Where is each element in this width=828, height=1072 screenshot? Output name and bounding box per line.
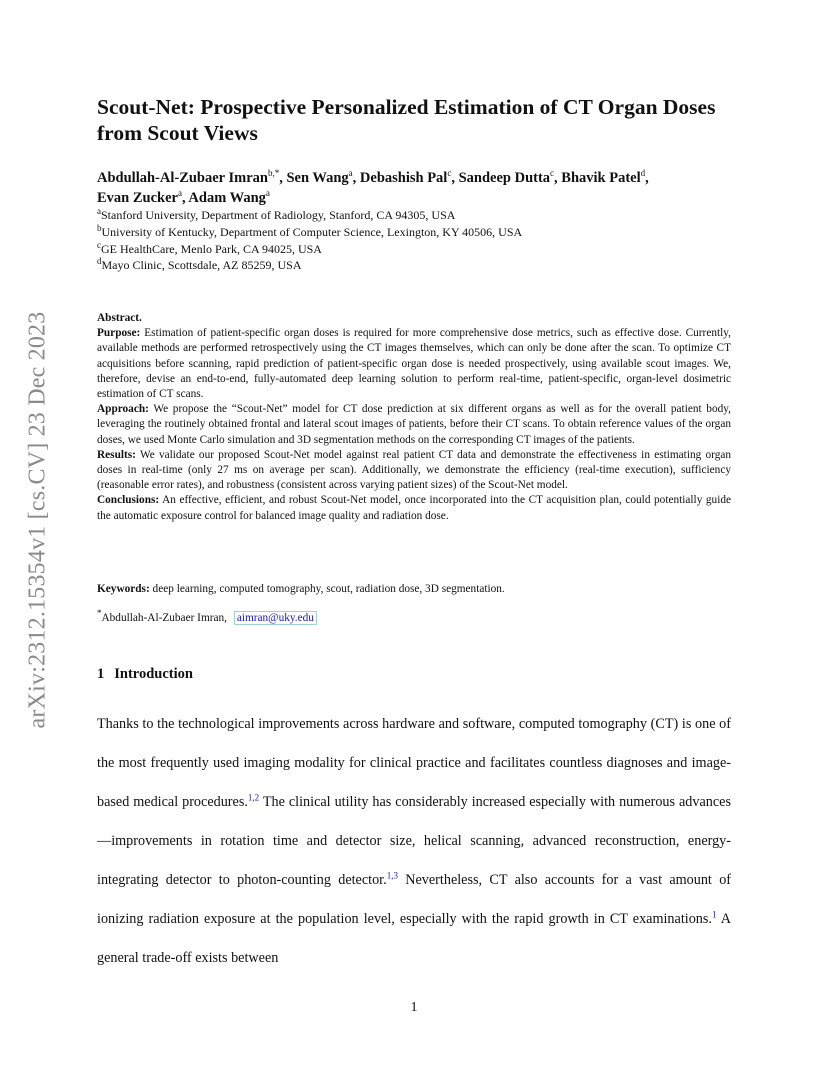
correspondence-mark: *: [97, 608, 102, 619]
affiliation-item: [97, 241, 737, 258]
citation-link[interactable]: 1,3: [386, 870, 398, 881]
author-name: Evan Zucker: [97, 190, 178, 206]
author-affiliation-mark: c: [447, 168, 452, 179]
affiliation-list: [97, 207, 737, 274]
abstract-purpose: [97, 326, 731, 402]
author-affiliation-mark: a: [348, 168, 353, 179]
affiliation-item: [97, 224, 737, 241]
abstract-heading: Abstract.: [97, 312, 142, 324]
affiliation-mark: b: [97, 222, 102, 233]
introduction-body: [97, 705, 731, 978]
purpose-label: Purpose:: [97, 327, 141, 340]
keywords-text: deep learning, computed tomography, scout, radiation dose, 3D segmentation.: [152, 583, 505, 595]
affiliation-item: [97, 257, 737, 274]
results-text: We validate our proposed Scout-Net model against real patient CT data and demonstrate the effectiveness in estimating organ doses in real-time (only 27 ms on average per scan). Additionally, we demonstrate the efficiency (real-time execution), sufficiency (reasonable error rates), and robustness (consistent across varying patient sizes) of the Scout-Net model.: [97, 448, 732, 492]
section-title: Introduction: [114, 666, 193, 682]
paper-title: Scout-Net: Prospective Personalized Estimation of CT Organ Doses from Scout Views: [97, 95, 716, 145]
author-name: Debashish Pal: [359, 170, 448, 186]
author-name: Bhavik Patel: [561, 170, 641, 186]
approach-text: We propose the “Scout-Net” model for CT dose prediction at six different organs as well as for the overall patient body, leveraging the routinely obtained frontal and lateral scout images of patients, before their CT scans. To obtain reference values of the organ doses, we used Monte Carlo simulation and 3D segmentation methods on the corresponding CT images of the patients.: [97, 403, 731, 446]
affiliation-text: Stanford University, Department of Radiology, Stanford, CA 94305, USA: [101, 208, 456, 222]
author-affiliation-mark: c: [550, 168, 555, 179]
author-affiliation-mark: b,*: [267, 168, 280, 179]
affiliation-mark: d: [97, 256, 102, 267]
affiliation-text: GE HealthCare, Menlo Park, CA 94025, USA: [101, 241, 322, 256]
intro-text: The clinical utility has considerably increased especially with numerous advances—improvements in rotation time and detector size, helical scanning, advanced reconstruction, energy-integrating detector to photon-counting detector.: [97, 794, 731, 888]
affiliation-text: University of Kentucky, Department of Computer Science, Lexington, KY 40506, USA: [101, 224, 523, 239]
author-affiliation-mark: a: [265, 188, 270, 199]
abstract-results: [97, 448, 731, 494]
author-name: Sandeep Dutta: [458, 170, 551, 186]
author-name: Sen Wang: [286, 170, 349, 186]
email-link[interactable]: aimran@uky.edu: [234, 611, 317, 625]
abstract-approach: [97, 402, 731, 448]
affiliation-mark: a: [97, 206, 101, 216]
affiliation-text: Mayo Clinic, Scottsdale, AZ 85259, USA: [101, 258, 302, 273]
citation-link[interactable]: 1,2: [247, 792, 260, 803]
keywords-label: Keywords:: [97, 583, 150, 595]
results-label: Results:: [97, 448, 136, 461]
author-affiliation-mark: d: [640, 168, 646, 179]
arxiv-identifier-text: arXiv:2312.15354v1 [cs.CV] 23 Dec 2023: [24, 311, 51, 729]
author-name: Adam Wang: [188, 190, 266, 206]
correspondence-name: Abdullah-Al-Zubaer Imran,: [101, 612, 227, 624]
author-name: Abdullah-Al-Zubaer Imran: [97, 170, 268, 186]
author-affiliation-mark: a: [177, 188, 182, 199]
intro-text: Nevertheless, CT also accounts for a vast amount of ionizing radiation exposure at the population level, especially with the rapid growth in CT examinations.: [97, 872, 732, 927]
conclusions-text: An effective, efficient, and robust Scout-Net model, once incorporated into the CT acquisition plan, could potentially guide the automatic exposure control for balanced image quality and radiation dose.: [97, 494, 731, 522]
approach-label: Approach:: [97, 403, 149, 416]
intro-text: Thanks to the technological improvements across hardware and software, computed tomography (CT) is one of the most frequently used imaging modality for clinical practice and facilitates countless diagnoses and image-based medical procedures.: [97, 716, 731, 810]
affiliation-item: [97, 207, 737, 224]
arxiv-identifier-stamp: [18, 280, 58, 760]
page-number: 1: [410, 1000, 418, 1015]
author-list: Abdullah-Al-Zubaer Imran$^{b,*}$, Sen Wang$^a$, Debashish Pal$^c$, Sandeep Dutta$^c$, Bhavik Patel$^d$, Evan Zucker$^a$, Adam Wang$^a$: [97, 168, 649, 206]
abstract: [97, 311, 731, 524]
introduction-paragraph: [97, 705, 731, 978]
section-heading: [97, 664, 193, 684]
abstract-conclusions: [97, 493, 731, 523]
affiliation-mark: c: [97, 239, 101, 250]
purpose-text: Estimation of patient-specific organ doses is required for more comprehensive dose metrics, such as effective dose. Currently, available methods are performed retrospectively using the CT images themselves, which can only be done after the scan. To optimize CT acquisitions before scanning, rapid prediction of patient-specific organ dose is needed prospectively, using available scout images. We, therefore, devise an end-to-end, fully-automated deep learning solution to perform real-time, patient-specific, organ-level dosimetric estimation of CT scans.: [97, 327, 732, 401]
correspondence-note: [97, 608, 317, 626]
keywords: [97, 582, 731, 597]
citation-link[interactable]: 1: [711, 909, 717, 920]
conclusions-label: Conclusions:: [97, 494, 160, 507]
section-number: 1: [97, 666, 105, 682]
intro-text: A general trade-off exists between: [97, 911, 731, 966]
